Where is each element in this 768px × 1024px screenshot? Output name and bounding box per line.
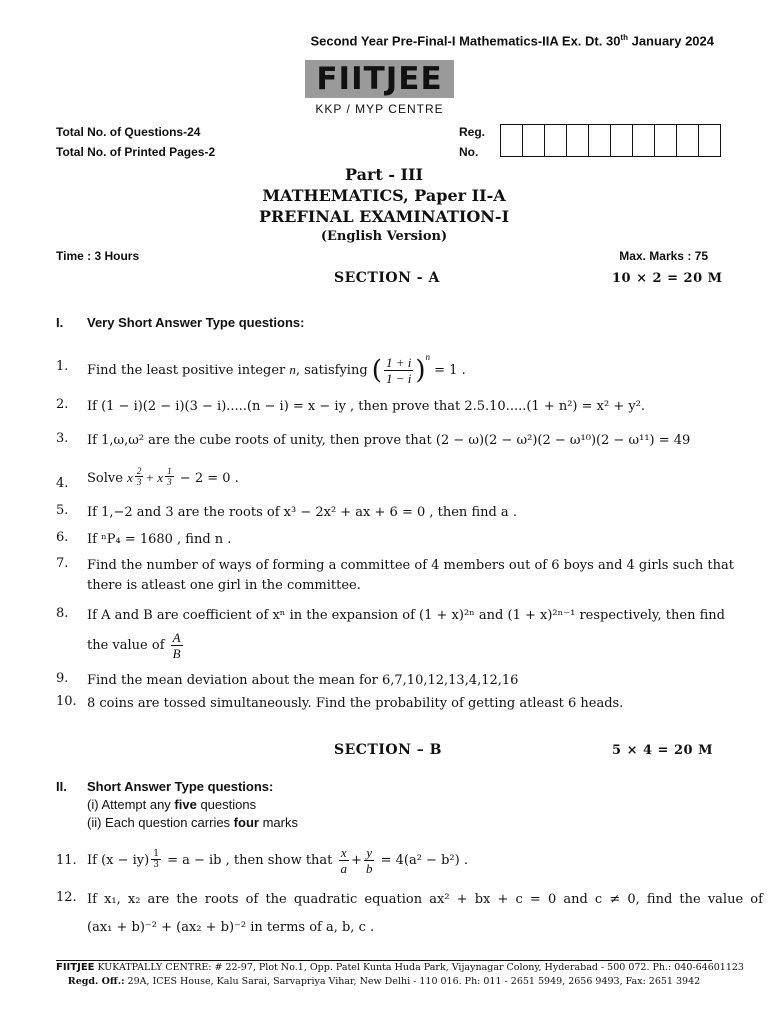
q4-exponent-1 [135,466,144,487]
exam-title: PREFINAL EXAMINATION-I [258,207,510,226]
group-ii-number: II. [56,779,67,794]
q11-mid: = a − ib , then show that [167,853,333,868]
question-number: 3. [56,431,69,446]
q11-exp-den: 3 [153,860,159,870]
q4-tail: − 2 = 0 . [179,471,239,486]
time-label: Time : 3 Hours [56,249,140,263]
question-3: If 1,ω,ω² are the cube roots of unity, then prove that (2 − ω)(2 − ω²)(2 − ω¹⁰)(2 − ω¹¹) = 49 [87,433,691,448]
logo-text: FIITJEE [316,61,443,97]
instr1-bold: five [174,797,197,812]
instr2-pre: (ii) Each question carries [87,815,234,830]
q4-exp2-num: 1 [167,466,172,476]
question-6: If ⁿP₄ = 1680 , find n . [87,532,232,547]
header-sup: th [620,33,628,42]
max-marks: Max. Marks : 75 [619,249,708,263]
question-number: 4. [56,476,69,491]
question-10: 8 coins are tossed simultaneously. Find the probability of getting atleast 6 heads. [87,696,624,711]
group-ii-title: Short Answer Type questions: [87,779,274,794]
header-text-end: January 2024 [627,33,714,49]
no-label: No. [459,145,479,159]
header-text: Second Year Pre-Final-I Mathematics-IIA Ex. Dt. 30 [310,33,621,49]
q4-exp2-den: 3 [167,477,172,487]
reg-cell [611,125,633,156]
q11-f2-den: b [365,861,373,876]
question-number: 12. [56,890,77,905]
group-i-title: Very Short Answer Type questions: [87,315,305,330]
question-number: 7. [56,556,69,571]
q11-exponent [151,849,161,870]
question-number: 11. [56,853,77,868]
question-7-line-2: there is atleast one girl in the committee. [87,578,361,593]
q1-power: n [425,352,430,362]
q4-exp1-den: 3 [136,477,142,487]
question-5: If 1,−2 and 3 are the roots of x³ − 2x² + ax + 6 = 0 , then find a . [87,505,517,520]
reg-label: Reg. [459,125,486,139]
reg-cell [589,125,611,156]
question-8-line-1: If A and B are coefficient of xⁿ in the expansion of (1 + x)²ⁿ and (1 + x)²ⁿ⁻¹ respectively, then find [87,608,725,623]
q8-fraction [171,630,183,661]
q1-text: Find the least positive integer [87,363,286,378]
q11-text: If (x − iy) [87,853,150,868]
centre-name: KKP / MYP CENTRE [315,102,444,116]
q11-plus: + [351,853,362,868]
q4-x: x [127,470,133,485]
q1-fraction [384,355,413,386]
q4-mid: + x [145,470,164,485]
section-b-marks: 5 × 4 = 20 M [612,743,713,758]
q1-text2: , satisfying [295,363,368,378]
question-9: Find the mean deviation about the mean for 6,7,10,12,13,4,12,16 [87,673,519,688]
reg-cell [655,125,677,156]
exam-header-line [310,33,714,48]
instruction-2 [87,815,298,830]
q8-text: the value of [87,638,165,653]
question-12-line-1: If x₁, x₂ are the roots of the quadratic equation ax² + bx + c = 0 and c ≠ 0, find the value of [87,892,763,907]
question-number: 9. [56,671,69,686]
total-questions: Total No. of Questions-24 [56,125,201,139]
question-7-line-1: Find the number of ways of forming a committee of 4 members out of 6 boys and 4 girls such that [87,558,734,573]
reg-cell [677,125,699,156]
q4-exp1-num: 2 [136,466,142,476]
footer-line-1: KUKATPALLY CENTRE: # 22-97, Plot No.1, Opp. Patel Kunta Huda Park, Vijaynagar Colony, Hyderabad - 500 072. Ph.: 040-64601123 [94,962,744,973]
q11-tail: = 4(a² − b²) . [380,853,468,868]
reg-cell [633,125,655,156]
total-pages: Total No. of Printed Pages-2 [56,145,216,159]
version-label: (English Version) [320,229,448,244]
q4-text: Solve [87,471,123,486]
question-2: If (1 − i)(2 − i)(3 − i).....(n − i) = x − iy , then prove that 2.5.10.....(1 + n²) = x² + y². [87,399,646,414]
q1-frac-num: 1 + i [385,355,412,370]
fiitjee-logo [305,60,454,98]
question-4 [87,466,239,489]
section-b-heading: SECTION – B [334,742,442,758]
question-number: 6. [56,530,69,545]
footer-address-2 [0,976,768,987]
reg-number-grid [500,124,721,157]
reg-cell [501,125,523,156]
question-1: Find the least positive integer n, satisfying ( $\frac{1 + i}{1 - i}$ )$^n$ = 1 . [87,352,466,386]
q11-f1-den: a [340,861,348,876]
group-i-number: I. [56,315,64,330]
q1-frac-den: 1 − i [385,371,412,386]
q11-frac-1 [339,845,350,876]
instr2-post: marks [258,815,298,830]
section-a-marks: 10 × 2 = 20 M [612,271,723,286]
instruction-1 [87,797,256,812]
question-11 [87,845,468,876]
q4-exponent-2 [165,466,174,487]
question-number: 10. [56,694,77,709]
section-a-heading: SECTION - A [334,270,440,286]
footer-divider [56,960,712,961]
q11-frac-2 [364,845,375,876]
question-number: 5. [56,503,69,518]
reg-cell [567,125,589,156]
q11-exp-num: 1 [153,849,159,859]
reg-cell [523,125,545,156]
question-number: 8. [56,606,69,621]
instr2-bold: four [233,815,259,830]
footer-address-1 [56,962,744,973]
question-12-line-2: (ax₁ + b)⁻² + (ax₂ + b)⁻² in terms of a, b, c . [87,920,375,935]
q1-var: n [289,362,296,377]
question-number: 2. [56,397,69,412]
q11-f2-num: y [366,845,373,860]
q8-frac-num: A [172,630,181,645]
footer-regd-label: Regd. Off.: [67,976,125,987]
part-title: Part - III [344,165,424,184]
q1-equals: = 1 . [434,363,466,378]
question-8-line-2 [87,630,185,661]
reg-cell [699,125,720,156]
instr1-pre: (i) Attempt any [87,797,175,812]
question-number: 1. [56,359,69,374]
q8-frac-den: B [172,646,181,661]
subject-title: MATHEMATICS, Paper II-A [262,186,506,205]
q11-f1-num: x [340,845,347,860]
footer-line-2: 29A, ICES House, Kalu Sarai, Sarvapriya Vihar, New Delhi - 110 016. Ph: 011 - 2651 5949, 2656 9493, Fax: 2651 3942 [124,976,701,987]
reg-cell [545,125,567,156]
footer-logo: FIITJEE [56,962,95,973]
instr1-post: questions [196,797,257,812]
